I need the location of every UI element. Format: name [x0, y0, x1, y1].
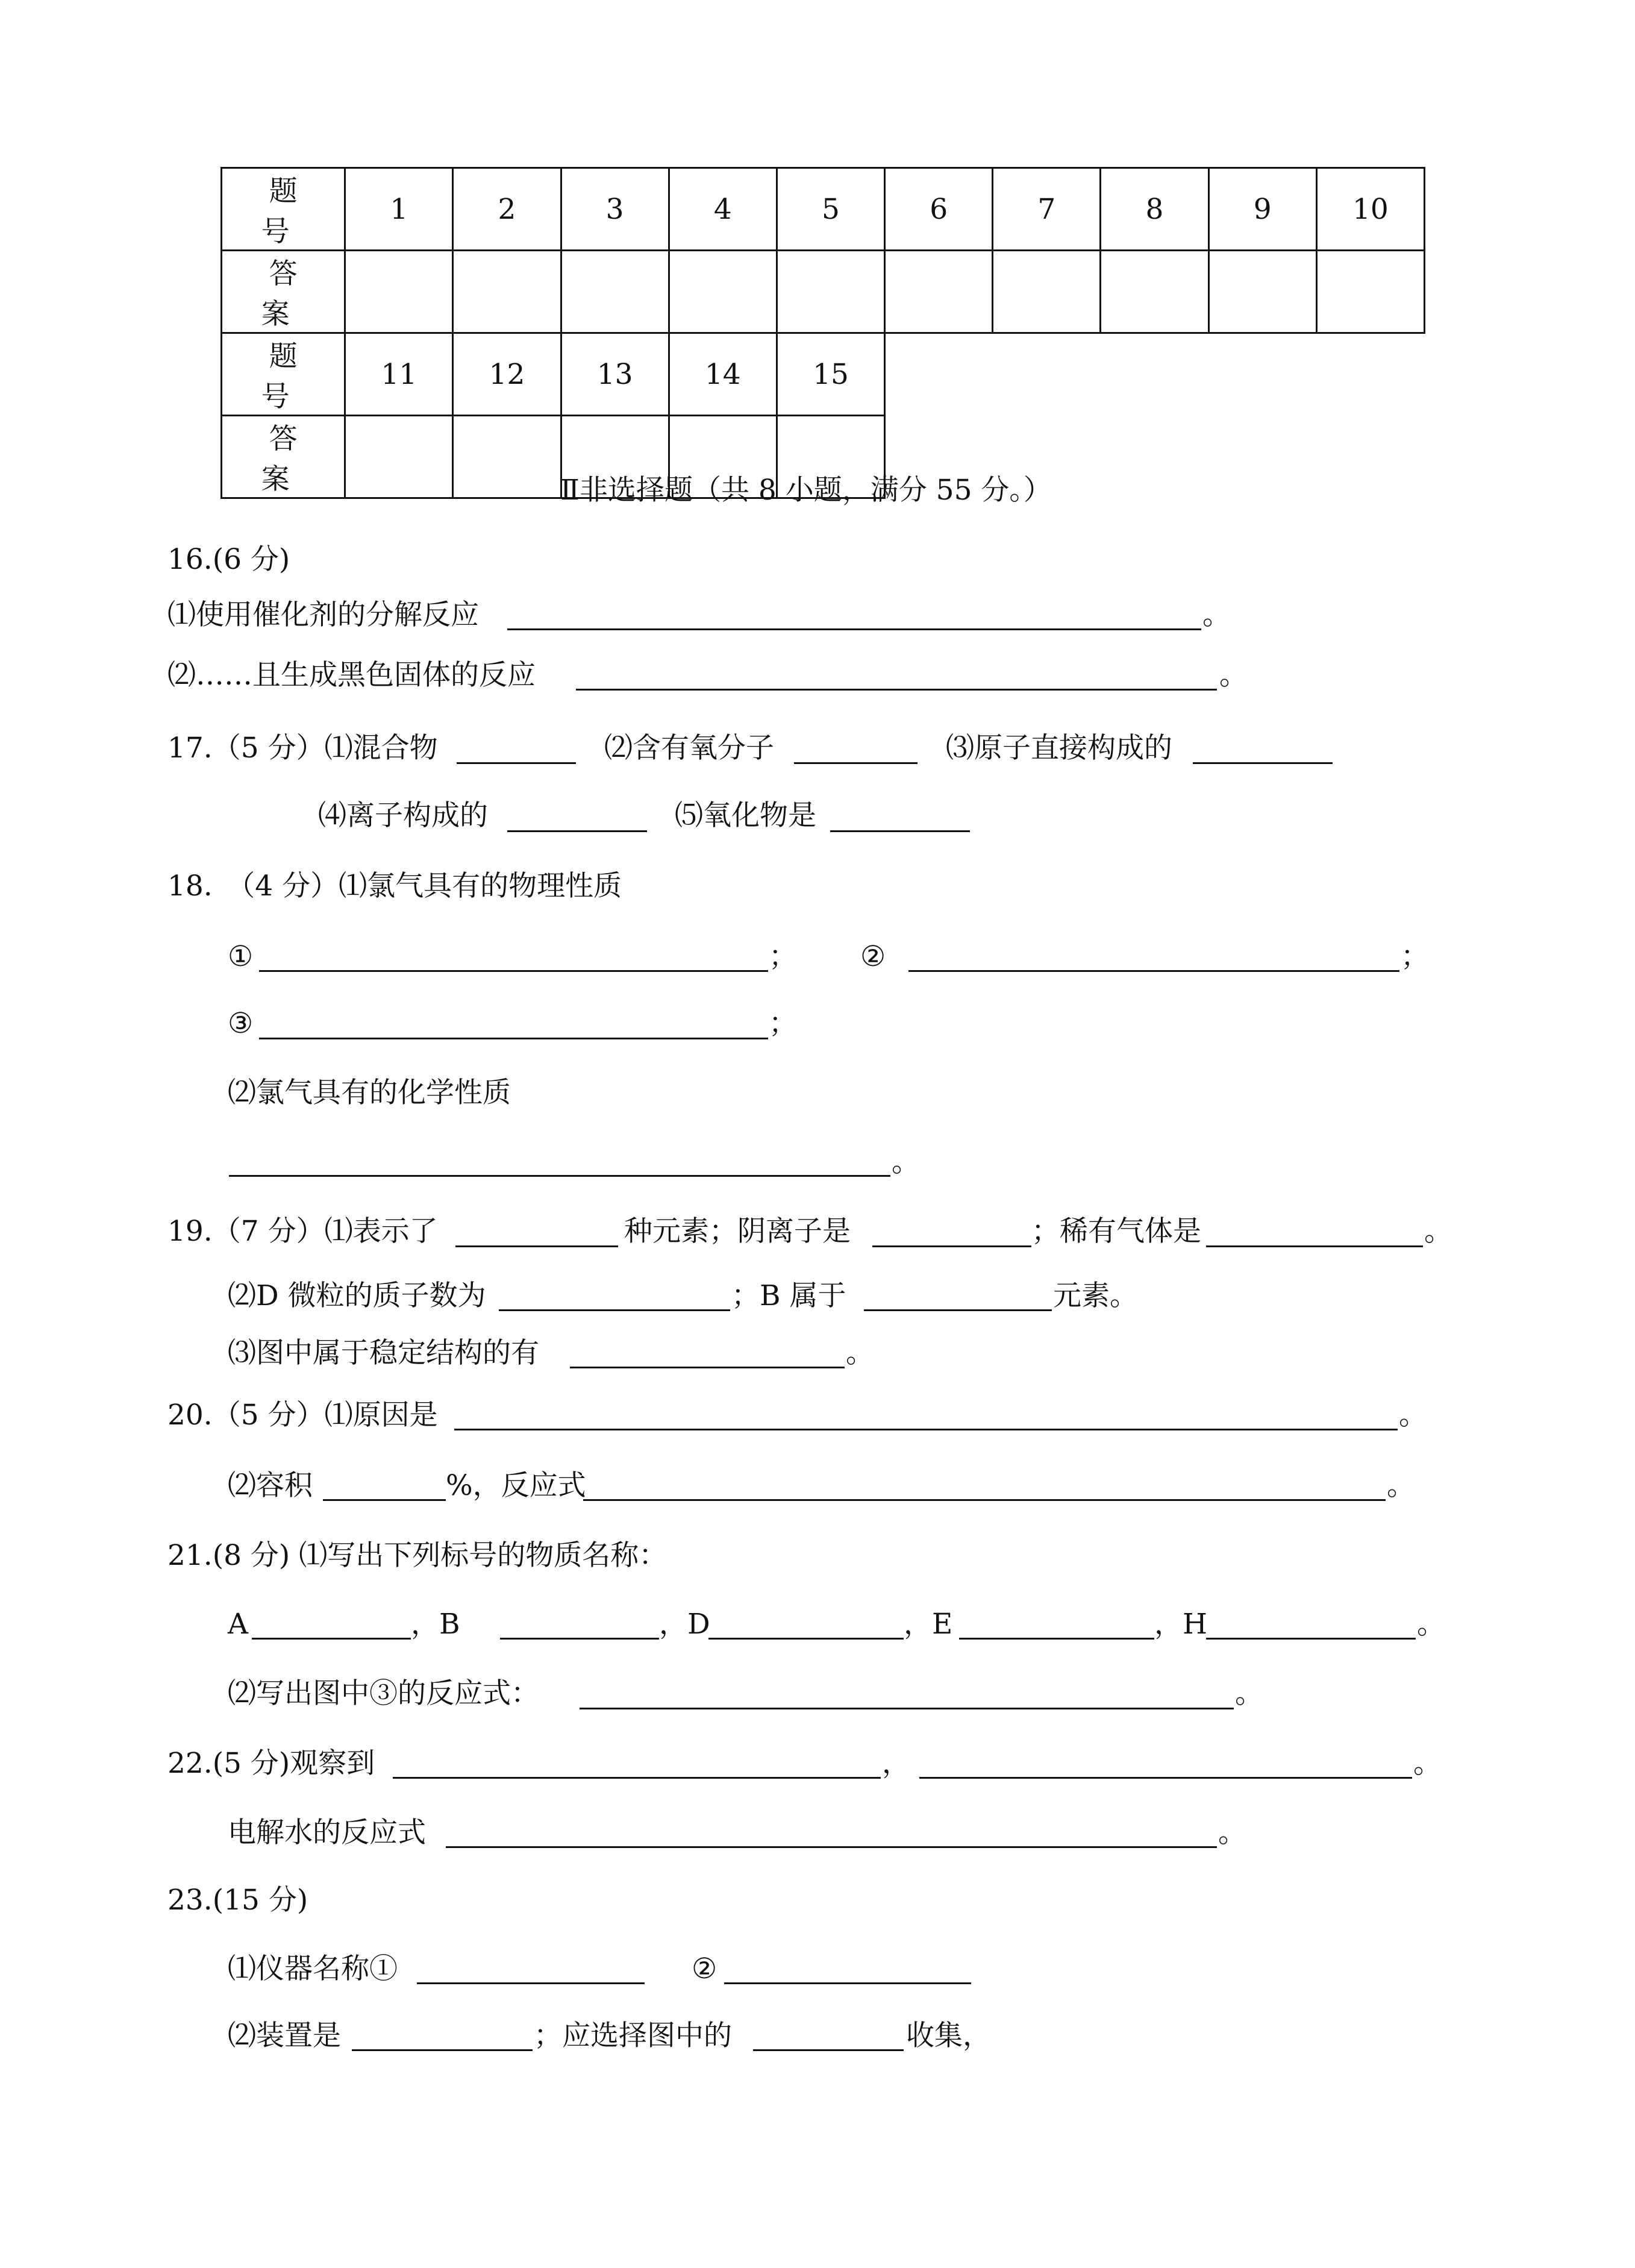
q18-end: 。: [892, 1145, 920, 1179]
q21-label-D: ，D: [659, 1608, 710, 1641]
question-number-cell: 12: [453, 333, 561, 416]
q20-answer-line-3[interactable]: [583, 1499, 1386, 1501]
q18-heading: 18. （4 分）⑴氯气具有的物理性质: [167, 869, 622, 903]
q17-answer-line-1[interactable]: [457, 762, 576, 764]
answer-cell[interactable]: [453, 251, 561, 333]
row-label: 答 案: [222, 416, 345, 498]
q21-part2-label: ⑵写出图中③的反应式：: [228, 1677, 539, 1710]
q21-heading: 21.(8 分) ⑴写出下列标号的物质名称：: [167, 1539, 667, 1572]
q19-answer-line-3[interactable]: [1206, 1245, 1423, 1247]
question-number-cell: 1: [345, 168, 453, 251]
table-row: [222, 251, 1425, 333]
q18-circle-1: ①: [228, 940, 254, 973]
q20-answer-line-1[interactable]: [454, 1429, 1398, 1430]
q23-answer-line-1[interactable]: [417, 1982, 645, 1984]
q16-part1-end: 。: [1202, 598, 1231, 631]
q16-part1-label: ⑴使用催化剂的分解反应: [167, 598, 479, 631]
q19-text-2: ；稀有气体是: [1031, 1215, 1201, 1248]
q18-semicolon-1: ；: [769, 940, 797, 973]
table-empty-area: [885, 333, 1425, 416]
q22-heading: 22.(5 分)观察到: [167, 1747, 375, 1780]
q21-answer-line-reaction[interactable]: [580, 1708, 1234, 1709]
answer-cell[interactable]: [669, 251, 777, 333]
answer-cell[interactable]: [993, 251, 1101, 333]
q22-answer-line-1[interactable]: [393, 1777, 881, 1779]
q19-part2-end: 元素。: [1053, 1279, 1138, 1312]
q17-heading: 17.（5 分）⑴混合物: [167, 731, 438, 765]
question-number-cell: 6: [885, 168, 993, 251]
q22-part2-label: 电解水的反应式: [228, 1816, 426, 1849]
q22-end-1: 。: [1413, 1747, 1442, 1780]
q23-part1-label: ⑴仪器名称①: [228, 1952, 398, 1985]
q23-part2-label: ⑵装置是: [228, 2019, 341, 2052]
q17-answer-line-5[interactable]: [830, 830, 970, 832]
q20-end-1: 。: [1399, 1399, 1427, 1432]
q18-answer-line-1[interactable]: [259, 970, 768, 972]
q17-answer-line-4[interactable]: [507, 830, 647, 832]
q17-item3-label: ⑶原子直接构成的: [946, 731, 1172, 765]
q19-answer-line-2[interactable]: [872, 1245, 1031, 1247]
q16-part1-answer-line[interactable]: [507, 628, 1201, 630]
answer-cell[interactable]: [345, 251, 453, 333]
q18-semicolon-3: ；: [769, 1007, 797, 1040]
q19-part3-end: 。: [846, 1336, 874, 1370]
row-label: 答 案: [222, 251, 345, 333]
question-number-cell: 11: [345, 333, 453, 416]
q23-part2-end: 收集，: [906, 2019, 991, 2052]
q17-answer-line-2[interactable]: [794, 762, 918, 764]
question-number-cell: 2: [453, 168, 561, 251]
answer-cell[interactable]: [885, 251, 993, 333]
question-number-cell: 8: [1101, 168, 1208, 251]
answer-cell[interactable]: [777, 251, 884, 333]
q22-answer-line-2[interactable]: [919, 1777, 1412, 1779]
q20-heading: 20.（5 分）⑴原因是: [167, 1399, 438, 1432]
answer-cell[interactable]: [345, 416, 453, 498]
q19-part3-label: ⑶图中属于稳定结构的有: [228, 1336, 539, 1370]
q23-answer-line-4[interactable]: [753, 2049, 904, 2051]
table-row: [222, 168, 1425, 251]
q16-part2-label: ⑵……且生成黑色固体的反应: [167, 659, 536, 692]
question-number-cell: 7: [993, 168, 1101, 251]
q16-part2-end: 。: [1219, 659, 1248, 692]
q19-answer-line-5[interactable]: [864, 1309, 1052, 1311]
table-row: [222, 333, 1425, 416]
q21-end-2: 。: [1235, 1677, 1263, 1710]
q21-answer-line-H[interactable]: [1206, 1638, 1416, 1640]
q18-circle-3: ③: [228, 1007, 254, 1040]
section-title: Ⅱ非选择题（共 8 小题，满分 55 分。）: [560, 474, 1052, 507]
q21-end-1: 。: [1417, 1608, 1445, 1641]
question-number-cell: 4: [669, 168, 777, 251]
question-number-cell: 5: [777, 168, 884, 251]
q17-item5-label: ⑸氧化物是: [675, 799, 816, 832]
q23-part2-text: ；应选择图中的: [534, 2019, 732, 2052]
answer-cell[interactable]: [1208, 251, 1316, 333]
q23-answer-line-2[interactable]: [724, 1982, 971, 1984]
q16-part2-answer-line[interactable]: [576, 689, 1217, 691]
question-number-cell: 9: [1208, 168, 1316, 251]
q17-answer-line-3[interactable]: [1193, 762, 1333, 764]
question-number-cell: 3: [561, 168, 669, 251]
q19-end: 。: [1424, 1215, 1452, 1248]
q18-answer-line-4[interactable]: [229, 1175, 890, 1177]
q21-answer-line-B[interactable]: [500, 1638, 659, 1640]
answer-cell[interactable]: [1316, 251, 1424, 333]
row-label: 题 号: [222, 333, 345, 416]
question-number-cell: 14: [669, 333, 777, 416]
q20-part2-text: %，反应式: [446, 1469, 586, 1502]
question-number-cell: 13: [561, 333, 669, 416]
q16-heading: 16.(6 分): [167, 543, 290, 576]
q17-item4-label: ⑷离子构成的: [318, 799, 488, 832]
q21-label-H: ，H: [1154, 1608, 1207, 1641]
q23-circle-2: ②: [692, 1952, 717, 1985]
question-number-cell: 10: [1316, 168, 1424, 251]
q20-part2-label: ⑵容积: [228, 1469, 313, 1502]
q21-label-E: ，E: [904, 1608, 953, 1641]
q18-part2-label: ⑵氯气具有的化学性质: [228, 1076, 511, 1109]
q21-answer-line-D[interactable]: [708, 1638, 904, 1640]
q20-answer-line-2[interactable]: [323, 1499, 446, 1501]
q21-label-A: A: [228, 1608, 248, 1641]
q22-end-2: 。: [1218, 1816, 1246, 1849]
q18-answer-line-2[interactable]: [908, 970, 1399, 972]
q18-circle-2: ②: [860, 940, 886, 973]
q19-heading: 19.（7 分）⑴表示了: [167, 1215, 438, 1248]
q21-answer-line-E[interactable]: [959, 1638, 1154, 1640]
answer-table: [220, 167, 1425, 499]
q23-heading: 23.(15 分): [167, 1884, 308, 1917]
q19-answer-line-4[interactable]: [499, 1309, 730, 1311]
q22-comma: ，: [882, 1747, 910, 1780]
q21-answer-line-A[interactable]: [252, 1638, 411, 1640]
q22-answer-line-3[interactable]: [446, 1846, 1217, 1848]
q21-label-B: ，B: [411, 1608, 460, 1641]
q19-text-1: 种元素；阴离子是: [624, 1215, 851, 1248]
q17-item2-label: ⑵含有氧分子: [604, 731, 774, 765]
q18-answer-line-3[interactable]: [259, 1038, 768, 1039]
q19-answer-line-6[interactable]: [570, 1367, 845, 1368]
question-number-cell: 15: [777, 333, 884, 416]
q18-semicolon-2: ；: [1401, 940, 1429, 973]
answer-cell[interactable]: [1101, 251, 1208, 333]
q19-answer-line-1[interactable]: [455, 1245, 618, 1247]
q23-answer-line-3[interactable]: [352, 2049, 533, 2051]
q20-end-2: 。: [1387, 1469, 1415, 1502]
row-label: 题 号: [222, 168, 345, 251]
q19-part2-label: ⑵D 微粒的质子数为: [228, 1279, 486, 1312]
answer-cell[interactable]: [453, 416, 561, 498]
answer-cell[interactable]: [561, 251, 669, 333]
q19-part2-text: ；B 属于: [731, 1279, 846, 1312]
